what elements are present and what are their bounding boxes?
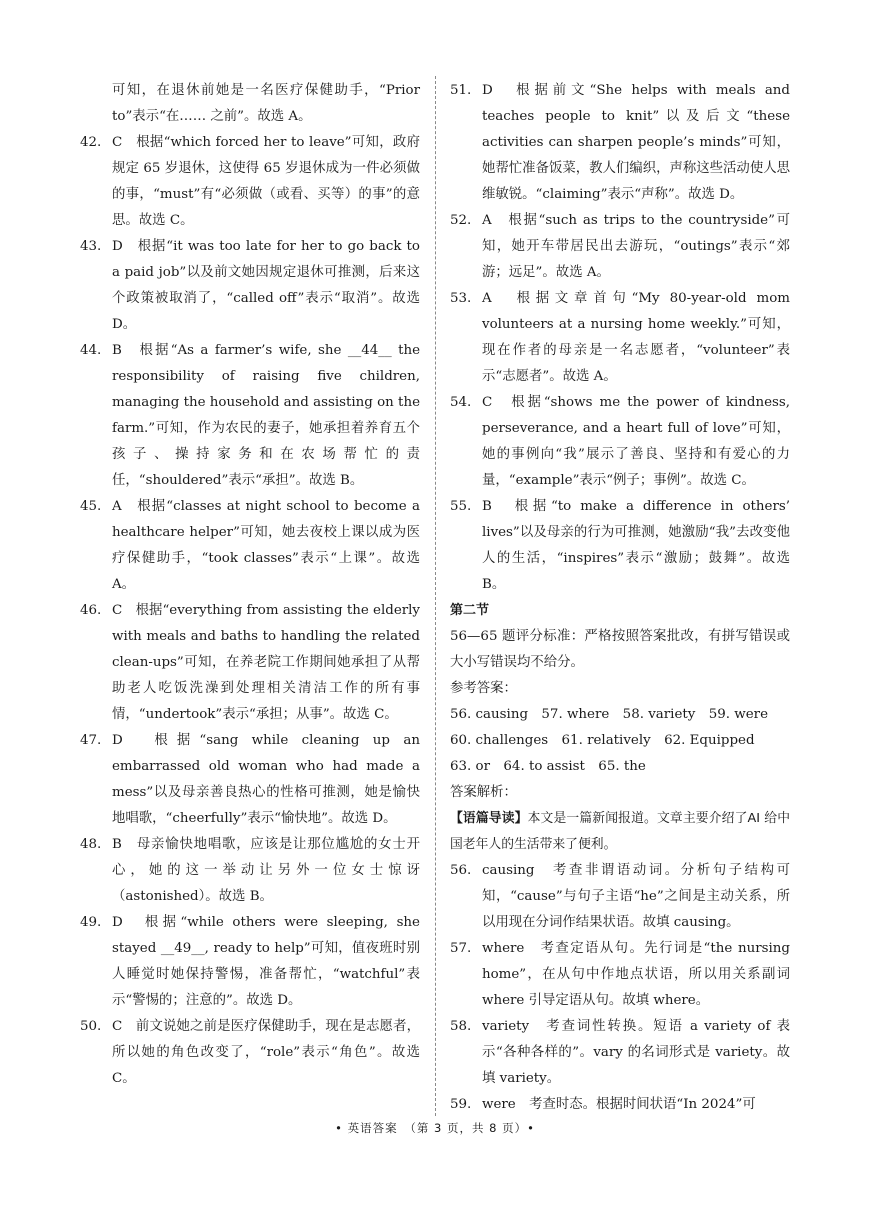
answer-key-line: 60. challenges 61. relatively 62. Equipped: [450, 733, 755, 748]
continued-explanation: 可知，在退休前她是一名医疗保健助手，“Prior to”表示“在…… 之前”。故选 A。: [112, 83, 420, 124]
answer-item-44: [80, 338, 420, 494]
answer-item-54: [450, 390, 790, 494]
item-number: 51.: [450, 83, 472, 98]
answer-item-50: [80, 1014, 420, 1092]
grading-criteria: 56—65 题评分标准：严格按照答案批改，有拼写错误或大小写错误均不给分。: [450, 629, 790, 670]
passage-guide-label: 【语篇导读】: [450, 811, 528, 826]
answer-item-42: [80, 130, 420, 234]
item-explanation: C 前文说她之前是医疗保健助手，现在是志愿者，所以她的角色改变了，“role”表示“角色”。故选 C。: [112, 1019, 420, 1086]
answer-list-right: [450, 78, 790, 598]
passage-guide: [450, 806, 790, 858]
item-explanation: B 根据“to make a difference in others’ lives”以及母亲的行为可推测，她激励“我”去改变他人的生活，“inspires”表示“激励；鼓舞”。故选 B。: [482, 499, 790, 592]
item-explanation: C 根据“shows me the power of kindness, perseverance, and a heart full of love”可知，她的事例向“我”展示了善良、坚持和有爱心的力量，“example”表示“例子；事例”。故选 C。: [482, 395, 790, 488]
analysis-label: 答案解析：: [450, 785, 517, 800]
answer-item-49: [80, 910, 420, 1014]
reference-answer-label: 参考答案：: [450, 681, 517, 696]
item-number: 45.: [80, 499, 102, 514]
item-number: 55.: [450, 499, 472, 514]
item-number: 48.: [80, 837, 102, 852]
item-explanation: B 根据“As a farmer’s wife, she __44__ the responsibility of raising five children, managing the household and assisting on the farm.”可知，作为农民的妻子，她承担着养育五个孩子、操持家务和在农场帮忙的责任，“shouldered”表示“承担”。故选 B。: [112, 343, 420, 488]
answer-key: [450, 702, 790, 780]
item-explanation: B 母亲愉快地唱歌，应该是让那位尴尬的女士开心，她的这一举动让另外一位女士惊讶（astonished）。故选 B。: [112, 837, 420, 904]
item-explanation: D 根据“it was too late for her to go back to a paid job”以及前文她因规定退休可推测，后来这个政策被取消了，“called off”表示“取消”。故选 D。: [112, 239, 420, 332]
analysis-item-57: [450, 936, 790, 1014]
item-explanation: A 根据“classes at night school to become a healthcare helper”可知，她去夜校上课以成为医疗保健助手，“took classes”表示“上课”。故选 A。: [112, 499, 420, 592]
item-explanation: D 根据“sang while cleaning up an embarrassed old woman who had made a mess”以及母亲善良热心的性格可推测，她是愉快地唱歌，“cheerfully”表示“愉快地”。故选 D。: [112, 733, 420, 826]
analysis-item-59: [450, 1092, 790, 1118]
item-number: 47.: [80, 733, 102, 748]
answer-item-43: [80, 234, 420, 338]
answer-item-45: [80, 494, 420, 598]
answer-item-51: [450, 78, 790, 208]
item-explanation: A 根据“such as trips to the countryside”可知，她开车带居民出去游玩，“outings”表示“郊游；远足”。故选 A。: [482, 213, 790, 280]
item-number: 53.: [450, 291, 472, 306]
item-explanation: causing 考查非谓语动词。分析句子结构可知，“cause”与句子主语“he”之间是主动关系，所以用现在分词作结果状语。故填 causing。: [482, 863, 790, 930]
answer-item-55: [450, 494, 790, 598]
answer-key-line: 56. causing 57. where 58. variety 59. were: [450, 707, 768, 722]
item-explanation: D 根据“while others were sleeping, she stayed __49__, ready to help”可知，值夜班时别人睡觉时她保持警惕，准备帮忙，“watchful”表示“警惕的；注意的”。故选 D。: [112, 915, 420, 1008]
item-number: 46.: [80, 603, 102, 618]
analysis-item-56: [450, 858, 790, 936]
analysis-item-58: [450, 1014, 790, 1092]
page-footer: • 英语答案 （第 3 页，共 8 页）•: [335, 1121, 535, 1135]
item-number: 57.: [450, 941, 472, 956]
answer-item-53: [450, 286, 790, 390]
item-explanation: D 根据前文“She helps with meals and teaches people to knit”以及后文“these activities can sharpen people’s minds”可知，她帮忙准备饭菜，教人们编织，声称这些活动使人思维敏锐。“claiming”表示“声称”。故选 D。: [482, 83, 790, 202]
item-number: 50.: [80, 1019, 102, 1034]
answer-item-48: [80, 832, 420, 910]
column-divider: [435, 76, 436, 1116]
item-explanation: C 根据“which forced her to leave”可知，政府规定 65 岁退休，这使得 65 岁退休成为一件必须做的事，“must”有“必须做（或看、买等）的事”的意思。故选 C。: [112, 135, 420, 228]
right-column: [450, 78, 790, 1118]
item-number: 44.: [80, 343, 102, 358]
answer-item-46: [80, 598, 420, 728]
item-number: 49.: [80, 915, 102, 930]
answer-item-47: [80, 728, 420, 832]
item-number: 43.: [80, 239, 102, 254]
item-number: 54.: [450, 395, 472, 410]
answer-item-52: [450, 208, 790, 286]
item-number: 52.: [450, 213, 472, 228]
item-number: 58.: [450, 1019, 472, 1034]
section-title: 第二节: [450, 603, 490, 618]
analysis-list: [450, 858, 790, 1118]
item-explanation: A 根据文章首句“My 80-year-old mom volunteers at a nursing home weekly.”可知，现在作者的母亲是一名志愿者，“volunteer”表示“志愿者”。故选 A。: [482, 291, 790, 384]
item-explanation: C 根据“everything from assisting the elderly with meals and baths to handling the related clean-ups”可知，在养老院工作期间她承担了从帮助老人吃饭洗澡到处理相关清洁工作的所有事情，“undertook”表示“承担；从事”。故选 C。: [112, 603, 420, 722]
left-column: [80, 78, 420, 1092]
item-explanation: where 考查定语从句。先行词是“the nursing home”，在从句中作地点状语，所以用关系副词 where 引导定语从句。故填 where。: [482, 941, 790, 1008]
answer-key-line: 63. or 64. to assist 65. the: [450, 759, 646, 774]
item-number: 59.: [450, 1097, 472, 1112]
item-explanation: were 考查时态。根据时间状语“In 2024”可: [482, 1097, 756, 1112]
passage-guide-text: 本文是一篇新闻报道。文章主要介绍了AI 给中国老年人的生活带来了便利。: [450, 811, 790, 852]
item-number: 42.: [80, 135, 102, 150]
answer-list-left: [80, 130, 420, 1092]
item-number: 56.: [450, 863, 472, 878]
item-explanation: variety 考查词性转换。短语 a variety of 表示“各种各样的”。vary 的名词形式是 variety。故填 variety。: [482, 1019, 790, 1086]
